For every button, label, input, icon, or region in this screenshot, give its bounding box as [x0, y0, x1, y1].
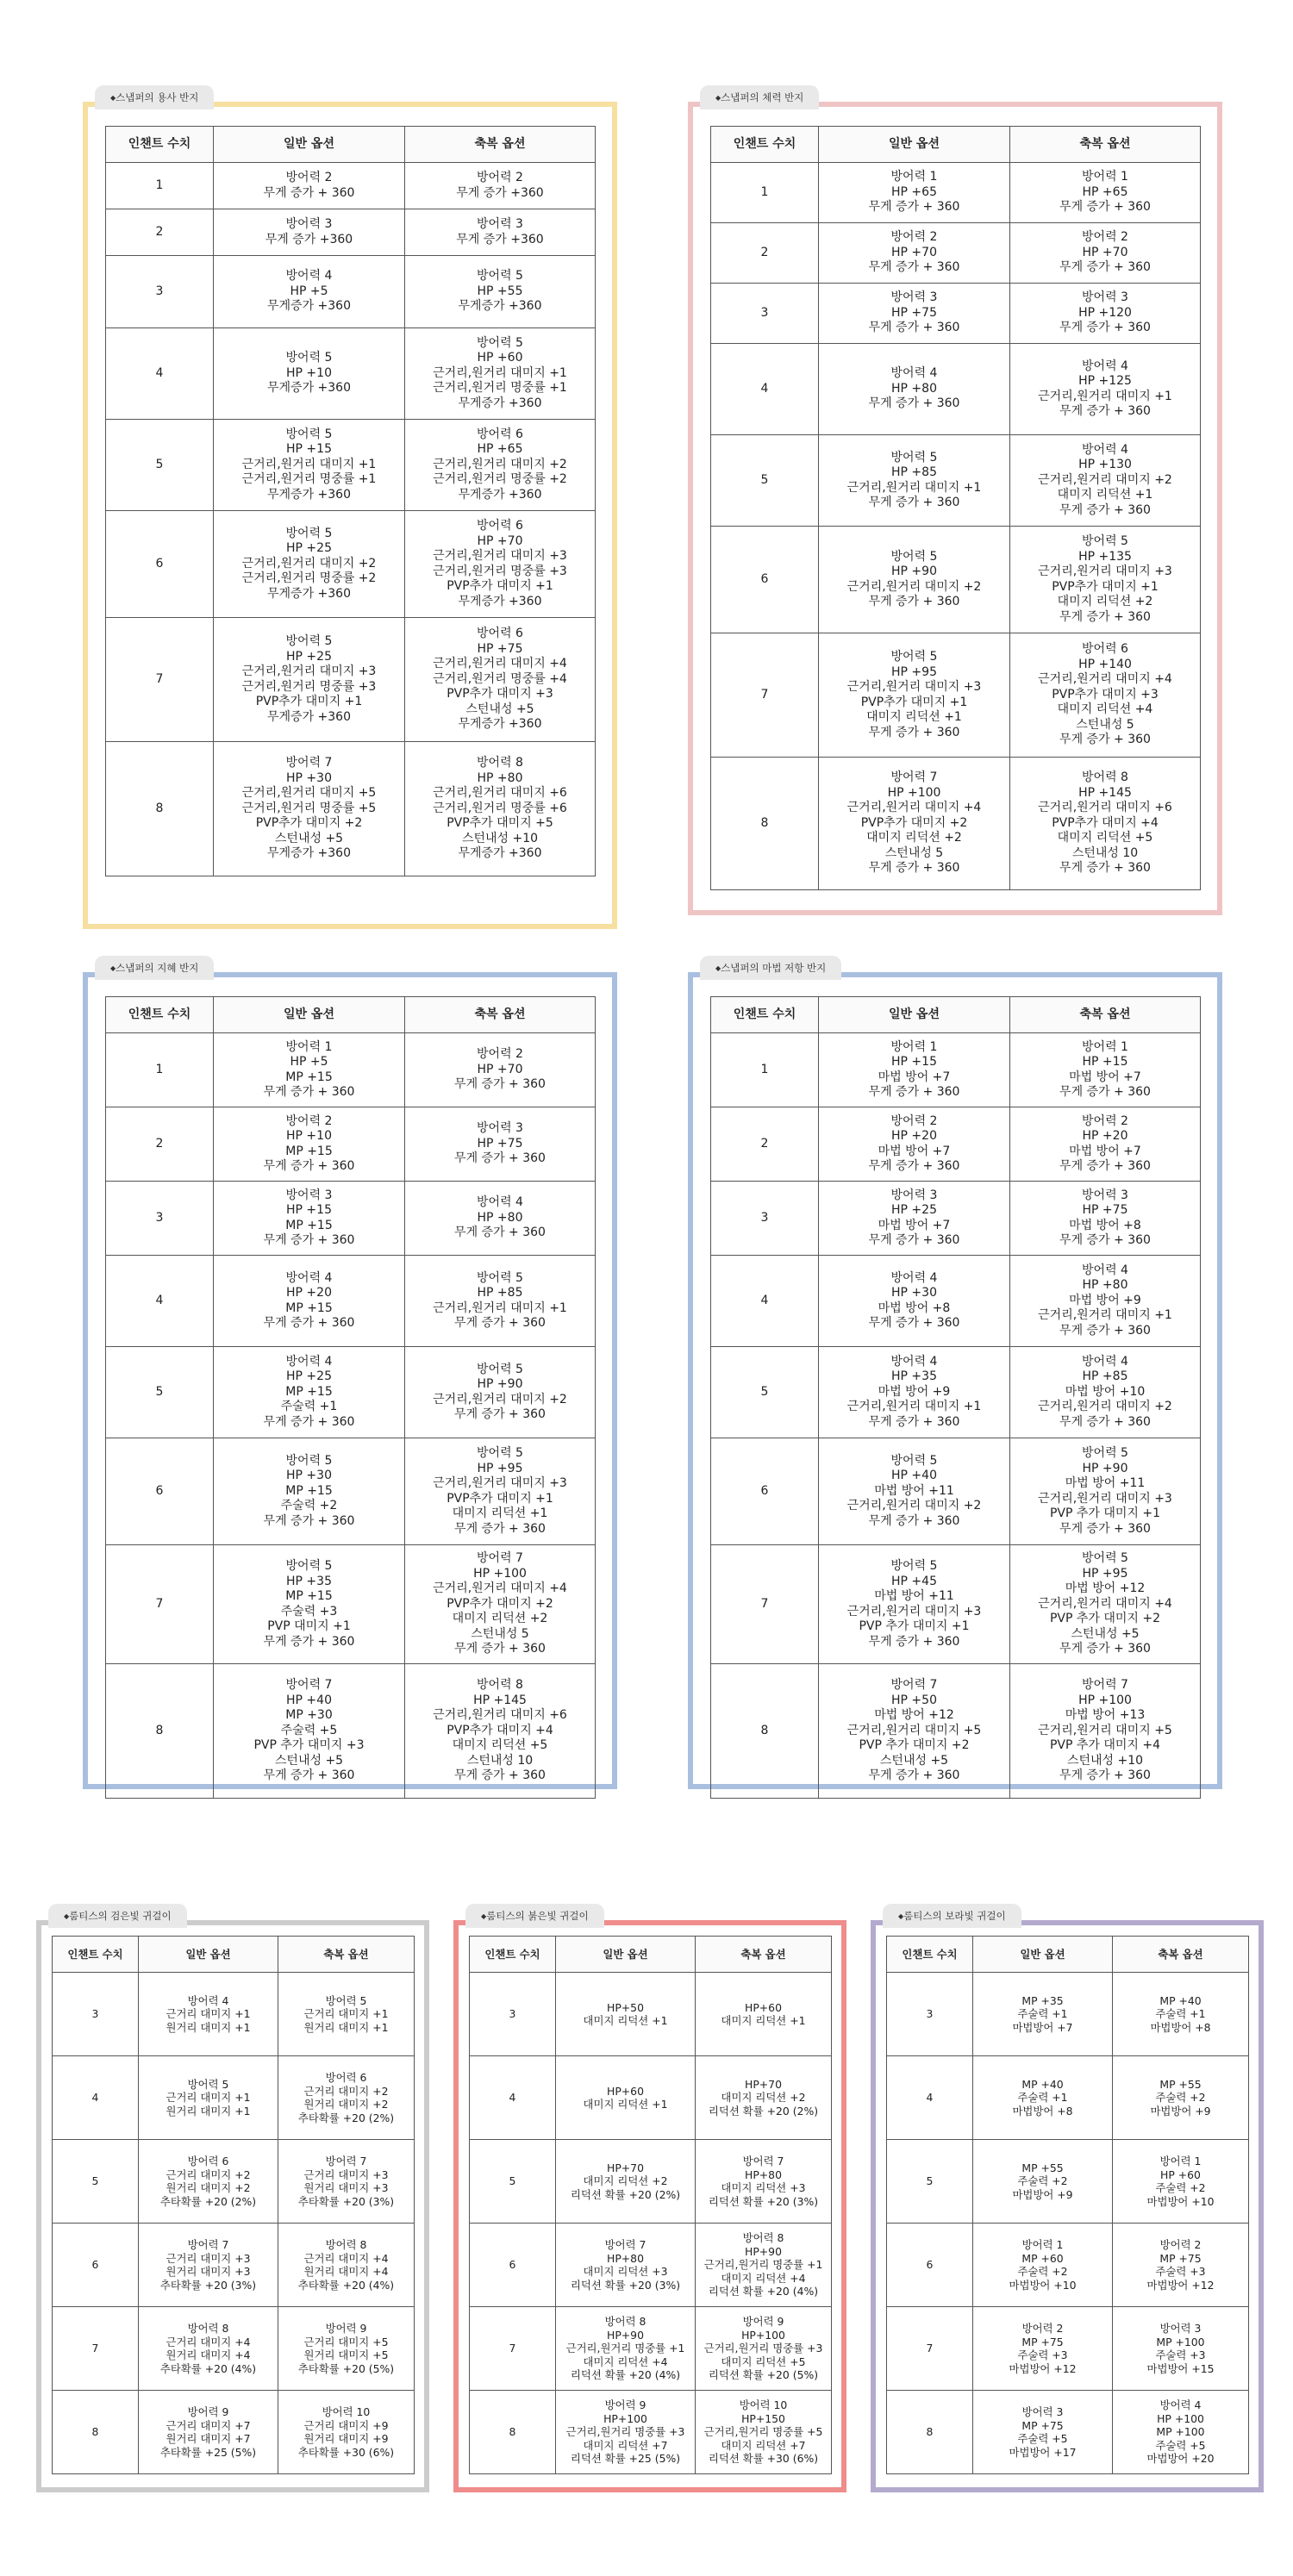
header-level: 인챈트 수치	[106, 127, 214, 163]
normal-option: 방어력 4 HP +5 무게증가 +360	[214, 256, 405, 328]
enchant-level: 7	[106, 618, 214, 742]
normal-option: 방어력 5 HP +30 MP +15 주술력 +2 무게 증가 + 360	[214, 1438, 405, 1545]
normal-option: 방어력 7 HP +40 MP +30 주술력 +5 PVP 추가 대미지 +3 스턴내성 +5 무게 증가 + 360	[214, 1664, 405, 1799]
enchant-table	[52, 1936, 415, 2474]
panel-title: ◆ 룸티스의 붉은빛 귀걸이	[465, 1904, 604, 1928]
normal-option: HP+50 대미지 리덕션 +1	[556, 1973, 696, 2056]
table-row	[106, 1545, 596, 1664]
blessed-option: HP+70 대미지 리덕션 +2 리덕션 확률 +20 (2%)	[696, 2056, 832, 2140]
header-normal: 일반 옵션	[214, 127, 405, 163]
enchant-level: 8	[711, 1664, 819, 1799]
blessed-option: 방어력 8 HP +80 근거리,원거리 대미지 +6 근거리,원거리 명중률 +6 PVP추가 대미지 +5 스턴내성 +10 무게증가 +360	[405, 742, 596, 876]
enchant-table	[710, 126, 1201, 890]
normal-option: 방어력 2 HP +70 무게 증가 + 360	[819, 223, 1010, 284]
table-row	[106, 163, 596, 209]
blessed-option: 방어력 2 무게 증가 +360	[405, 163, 596, 209]
header-level: 인챈트 수치	[106, 997, 214, 1033]
table-row	[470, 2140, 832, 2224]
header-normal: 일반 옵션	[214, 997, 405, 1033]
enchant-level: 7	[106, 1545, 214, 1664]
panel-snapper-hero-ring	[83, 91, 617, 929]
normal-option: 방어력 4 HP +25 MP +15 주술력 +1 무게 증가 + 360	[214, 1347, 405, 1438]
table-row	[711, 435, 1201, 527]
table-row	[53, 2140, 415, 2224]
blessed-option: 방어력 3 HP +75 무게 증가 + 360	[405, 1107, 596, 1182]
header-row	[711, 997, 1201, 1033]
table-row	[470, 2056, 832, 2140]
normal-option: 방어력 4 근거리 대미지 +1 원거리 대미지 +1	[139, 1973, 278, 2056]
enchant-level: 6	[106, 511, 214, 618]
normal-option: 방어력 3 HP +15 MP +15 무게 증가 + 360	[214, 1182, 405, 1256]
table-row	[470, 1973, 832, 2056]
table-row	[53, 2056, 415, 2140]
blessed-option: 방어력 10 근거리 대미지 +9 원거리 대미지 +9 추타확률 +30 (6%)	[278, 2391, 415, 2474]
enchant-level: 3	[53, 1973, 139, 2056]
table-row	[711, 758, 1201, 890]
header-row	[106, 127, 596, 163]
table-row	[711, 1256, 1201, 1347]
header-normal: 일반 옵션	[819, 127, 1010, 163]
table-row	[887, 2056, 1249, 2140]
enchant-level: 8	[711, 758, 819, 890]
table-row	[106, 742, 596, 876]
blessed-option: 방어력 7 HP +100 근거리,원거리 대미지 +4 PVP추가 대미지 +2 대미지 리덕션 +2 스턴내성 5 무게 증가 + 360	[405, 1545, 596, 1664]
enchant-level: 8	[470, 2391, 556, 2474]
enchant-level: 4	[53, 2056, 139, 2140]
table-row	[106, 420, 596, 511]
table-row	[470, 2224, 832, 2307]
table-row	[711, 1182, 1201, 1256]
header-level: 인챈트 수치	[470, 1937, 556, 1973]
blessed-option: 방어력 5 HP +55 무게증가 +360	[405, 256, 596, 328]
blessed-option: 방어력 4 HP +130 근거리,원거리 대미지 +2 대미지 리덕션 +1 무게 증가 + 360	[1010, 435, 1201, 527]
panel-title: ◆ 룸티스의 검은빛 귀걸이	[48, 1904, 187, 1928]
enchant-level: 5	[106, 420, 214, 511]
normal-option: 방어력 2 MP +75 주술력 +3 마법방어 +12	[973, 2307, 1113, 2391]
enchant-table	[469, 1936, 832, 2474]
blessed-option: 방어력 6 HP +140 근거리,원거리 대미지 +4 PVP추가 대미지 +3 대미지 리덕션 +4 스턴내성 5 무게 증가 + 360	[1010, 633, 1201, 758]
table-row	[887, 2307, 1249, 2391]
enchant-level: 1	[106, 1033, 214, 1107]
normal-option: 방어력 4 HP +20 MP +15 무게 증가 + 360	[214, 1256, 405, 1347]
table-row	[711, 284, 1201, 344]
header-blessed: 축복 옵션	[278, 1937, 415, 1973]
blessed-option: 방어력 3 HP +75 마법 방어 +8 무게 증가 + 360	[1010, 1182, 1201, 1256]
table-row	[711, 163, 1201, 223]
normal-option: 방어력 3 MP +75 주술력 +5 마법방어 +17	[973, 2391, 1113, 2474]
normal-option: 방어력 5 HP +25 근거리,원거리 대미지 +2 근거리,원거리 명중률 +2 무게증가 +360	[214, 511, 405, 618]
panel-title: ◆ 스냅퍼의 지혜 반지	[95, 956, 214, 980]
blessed-option: 방어력 4 HP +80 무게 증가 + 360	[405, 1182, 596, 1256]
normal-option: 방어력 5 HP +45 마법 방어 +11 근거리,원거리 대미지 +3 PVP 추가 대미지 +1 무게 증가 + 360	[819, 1545, 1010, 1664]
blessed-option: 방어력 9 HP+100 근거리,원거리 명중률 +3 대미지 리덕션 +5 리덕션 확률 +20 (5%)	[696, 2307, 832, 2391]
table-row	[106, 1438, 596, 1545]
header-row	[711, 127, 1201, 163]
table-row	[711, 1033, 1201, 1107]
panel-title: ◆ 룸티스의 보라빛 귀걸이	[883, 1904, 1021, 1928]
normal-option: 방어력 5 HP +25 근거리,원거리 대미지 +3 근거리,원거리 명중률 +3 PVP추가 대미지 +1 무게증가 +360	[214, 618, 405, 742]
header-row	[106, 997, 596, 1033]
blessed-option: 방어력 9 근거리 대미지 +5 원거리 대미지 +5 추타확률 +20 (5%)	[278, 2307, 415, 2391]
blessed-option: 방어력 6 HP +65 근거리,원거리 대미지 +2 근거리,원거리 명중률 +2 무게증가 +360	[405, 420, 596, 511]
enchant-level: 1	[106, 163, 214, 209]
normal-option: 방어력 9 근거리 대미지 +7 원거리 대미지 +7 추타확률 +25 (5%)	[139, 2391, 278, 2474]
table-row	[887, 2140, 1249, 2224]
blessed-option: MP +40 주술력 +1 마법방어 +8	[1113, 1973, 1249, 2056]
normal-option: 방어력 7 HP +30 근거리,원거리 대미지 +5 근거리,원거리 명중률 +5 PVP추가 대미지 +2 스턴내성 +5 무게증가 +360	[214, 742, 405, 876]
enchant-level: 8	[106, 742, 214, 876]
normal-option: 방어력 1 MP +60 주술력 +2 마법방어 +10	[973, 2224, 1113, 2307]
table-row	[106, 1107, 596, 1182]
enchant-level: 6	[106, 1438, 214, 1545]
normal-option: 방어력 5 HP +15 근거리,원거리 대미지 +1 근거리,원거리 명중률 +1 무게증가 +360	[214, 420, 405, 511]
blessed-option: 방어력 8 HP +145 근거리,원거리 대미지 +6 PVP추가 대미지 +4 대미지 리덕션 +5 스턴내성 10 무게 증가 + 360	[1010, 758, 1201, 890]
header-blessed: 축복 옵션	[405, 997, 596, 1033]
enchant-level: 8	[106, 1664, 214, 1799]
blessed-option: 방어력 3 무게 증가 +360	[405, 209, 596, 256]
header-normal: 일반 옵션	[139, 1937, 278, 1973]
blessed-option: 방어력 5 HP +90 근거리,원거리 대미지 +2 무게 증가 + 360	[405, 1347, 596, 1438]
table-row	[53, 1973, 415, 2056]
header-row	[887, 1937, 1249, 1973]
header-blessed: 축복 옵션	[696, 1937, 832, 1973]
table-row	[106, 328, 596, 420]
normal-option: 방어력 4 HP +80 무게 증가 + 360	[819, 344, 1010, 435]
normal-option: 방어력 3 HP +25 마법 방어 +7 무게 증가 + 360	[819, 1182, 1010, 1256]
blessed-option: 방어력 7 HP+80 대미지 리덕션 +3 리덕션 확률 +20 (3%)	[696, 2140, 832, 2224]
table-row	[106, 1033, 596, 1107]
enchant-level: 4	[887, 2056, 973, 2140]
normal-option: 방어력 7 HP+80 대미지 리덕션 +3 리덕션 확률 +20 (3%)	[556, 2224, 696, 2307]
enchant-table	[105, 996, 596, 1799]
normal-option: 방어력 5 HP +95 근거리,원거리 대미지 +3 PVP추가 대미지 +1 대미지 리덕션 +1 무게 증가 + 360	[819, 633, 1010, 758]
enchant-level: 4	[470, 2056, 556, 2140]
table-row	[711, 1664, 1201, 1799]
enchant-level: 2	[106, 1107, 214, 1182]
enchant-level: 4	[106, 328, 214, 420]
blessed-option: 방어력 3 HP +120 무게 증가 + 360	[1010, 284, 1201, 344]
header-row	[53, 1937, 415, 1973]
normal-option: 방어력 5 HP +40 마법 방어 +11 근거리,원거리 대미지 +2 무게 증가 + 360	[819, 1438, 1010, 1545]
table-row	[53, 2307, 415, 2391]
enchant-table	[105, 126, 596, 876]
blessed-option: 방어력 1 HP +65 무게 증가 + 360	[1010, 163, 1201, 223]
enchant-level: 3	[106, 1182, 214, 1256]
header-blessed: 축복 옵션	[1010, 997, 1201, 1033]
enchant-level: 7	[887, 2307, 973, 2391]
table-row	[711, 527, 1201, 633]
enchant-level: 6	[711, 1438, 819, 1545]
blessed-option: 방어력 7 근거리 대미지 +3 원거리 대미지 +3 추타확률 +20 (3%)	[278, 2140, 415, 2224]
blessed-option: 방어력 5 HP +95 마법 방어 +12 근거리,원거리 대미지 +4 PVP 추가 대미지 +2 스턴내성 +5 무게 증가 + 360	[1010, 1545, 1201, 1664]
enchant-level: 4	[711, 344, 819, 435]
header-normal: 일반 옵션	[556, 1937, 696, 1973]
blessed-option: 방어력 6 근거리 대미지 +2 원거리 대미지 +2 추타확률 +20 (2%)	[278, 2056, 415, 2140]
blessed-option: 방어력 5 HP +85 근거리,원거리 대미지 +1 무게 증가 + 360	[405, 1256, 596, 1347]
normal-option: 방어력 2 HP +10 MP +15 무게 증가 + 360	[214, 1107, 405, 1182]
blessed-option: 방어력 7 HP +100 마법 방어 +13 근거리,원거리 대미지 +5 PVP 추가 대미지 +4 스턴내성 +10 무게 증가 + 360	[1010, 1664, 1201, 1799]
blessed-option: 방어력 5 HP +95 근거리,원거리 대미지 +3 PVP추가 대미지 +1 대미지 리덕션 +1 무게 증가 + 360	[405, 1438, 596, 1545]
normal-option: 방어력 3 HP +75 무게 증가 + 360	[819, 284, 1010, 344]
blessed-option: 방어력 2 HP +70 무게 증가 + 360	[405, 1033, 596, 1107]
blessed-option: 방어력 4 HP +85 마법 방어 +10 근거리,원거리 대미지 +2 무게 증가 + 360	[1010, 1347, 1201, 1438]
panel-lumtis-red-earring	[453, 1910, 846, 2492]
enchant-level: 4	[711, 1256, 819, 1347]
enchant-level: 4	[106, 1256, 214, 1347]
table-row	[711, 1107, 1201, 1182]
enchant-level: 8	[887, 2391, 973, 2474]
normal-option: 방어력 8 근거리 대미지 +4 원거리 대미지 +4 추타확률 +20 (4%)	[139, 2307, 278, 2391]
blessed-option: 방어력 5 HP +60 근거리,원거리 대미지 +1 근거리,원거리 명중률 +1 무게증가 +360	[405, 328, 596, 420]
enchant-level: 2	[711, 1107, 819, 1182]
normal-option: HP+60 대미지 리덕션 +1	[556, 2056, 696, 2140]
blessed-option: 방어력 4 HP +125 근거리,원거리 대미지 +1 무게 증가 + 360	[1010, 344, 1201, 435]
enchant-level: 7	[53, 2307, 139, 2391]
normal-option: 방어력 4 HP +35 마법 방어 +9 근거리,원거리 대미지 +1 무게 증가 + 360	[819, 1347, 1010, 1438]
panel-title: ◆ 스냅퍼의 용사 반지	[95, 85, 214, 109]
blessed-option: 방어력 8 HP+90 근거리,원거리 명중률 +1 대미지 리덕션 +4 리덕션 확률 +20 (4%)	[696, 2224, 832, 2307]
enchant-level: 6	[711, 527, 819, 633]
table-row	[106, 618, 596, 742]
blessed-option: 방어력 5 HP +90 마법 방어 +11 근거리,원거리 대미지 +3 PVP 추가 대미지 +1 무게 증가 + 360	[1010, 1438, 1201, 1545]
normal-option: 방어력 5 HP +90 근거리,원거리 대미지 +2 무게 증가 + 360	[819, 527, 1010, 633]
enchant-level: 1	[711, 1033, 819, 1107]
normal-option: 방어력 5 근거리 대미지 +1 원거리 대미지 +1	[139, 2056, 278, 2140]
panel-title: ◆ 스냅퍼의 체력 반지	[700, 85, 819, 109]
enchant-level: 6	[470, 2224, 556, 2307]
table-row	[887, 1973, 1249, 2056]
blessed-option: 방어력 4 HP +100 MP +100 주술력 +5 마법방어 +20	[1113, 2391, 1249, 2474]
normal-option: 방어력 3 무게 증가 +360	[214, 209, 405, 256]
blessed-option: 방어력 4 HP +80 마법 방어 +9 근거리,원거리 대미지 +1 무게 증가 + 360	[1010, 1256, 1201, 1347]
header-row	[470, 1937, 832, 1973]
blessed-option: 방어력 2 HP +70 무게 증가 + 360	[1010, 223, 1201, 284]
table-row	[711, 633, 1201, 758]
enchant-level: 2	[106, 209, 214, 256]
enchant-level: 5	[887, 2140, 973, 2224]
normal-option: HP+70 대미지 리덕션 +2 리덕션 확률 +20 (2%)	[556, 2140, 696, 2224]
panel-snapper-magic-resist-ring	[688, 962, 1222, 1789]
enchant-level: 5	[470, 2140, 556, 2224]
normal-option: 방어력 1 HP +15 마법 방어 +7 무게 증가 + 360	[819, 1033, 1010, 1107]
normal-option: 방어력 5 HP +35 MP +15 주술력 +3 PVP 대미지 +1 무게 증가 + 360	[214, 1545, 405, 1664]
table-row	[106, 511, 596, 618]
blessed-option: 방어력 3 MP +100 주술력 +3 마법방어 +15	[1113, 2307, 1249, 2391]
enchant-table	[886, 1936, 1249, 2474]
panel-lumtis-purple-earring	[871, 1910, 1264, 2492]
enchant-level: 7	[711, 633, 819, 758]
enchant-level: 3	[711, 284, 819, 344]
blessed-option: 방어력 6 HP +75 근거리,원거리 대미지 +4 근거리,원거리 명중률 +4 PVP추가 대미지 +3 스턴내성 +5 무게증가 +360	[405, 618, 596, 742]
enchant-level: 3	[106, 256, 214, 328]
normal-option: 방어력 7 HP +100 근거리,원거리 대미지 +4 PVP추가 대미지 +2 대미지 리덕션 +2 스턴내성 5 무게 증가 + 360	[819, 758, 1010, 890]
enchant-table	[710, 996, 1201, 1799]
header-blessed: 축복 옵션	[405, 127, 596, 163]
blessed-option: 방어력 1 HP +60 주술력 +2 마법방어 +10	[1113, 2140, 1249, 2224]
blessed-option: 방어력 8 근거리 대미지 +4 원거리 대미지 +4 추타확률 +20 (4%)	[278, 2224, 415, 2307]
normal-option: 방어력 2 무게 증가 + 360	[214, 163, 405, 209]
header-level: 인챈트 수치	[711, 997, 819, 1033]
table-row	[711, 223, 1201, 284]
blessed-option: 방어력 6 HP +70 근거리,원거리 대미지 +3 근거리,원거리 명중률 +3 PVP추가 대미지 +1 무게증가 +360	[405, 511, 596, 618]
table-row	[711, 1545, 1201, 1664]
normal-option: 방어력 5 HP +10 무게증가 +360	[214, 328, 405, 420]
blessed-option: 방어력 8 HP +145 근거리,원거리 대미지 +6 PVP추가 대미지 +4 대미지 리덕션 +5 스턴내성 10 무게 증가 + 360	[405, 1664, 596, 1799]
header-level: 인챈트 수치	[887, 1937, 973, 1973]
table-row	[470, 2307, 832, 2391]
table-row	[711, 344, 1201, 435]
table-row	[53, 2224, 415, 2307]
header-normal: 일반 옵션	[819, 997, 1010, 1033]
blessed-option: MP +55 주술력 +2 마법방어 +9	[1113, 2056, 1249, 2140]
enchant-level: 5	[106, 1347, 214, 1438]
blessed-option: 방어력 2 MP +75 주술력 +3 마법방어 +12	[1113, 2224, 1249, 2307]
table-row	[106, 209, 596, 256]
panel-lumtis-black-earring	[36, 1910, 429, 2492]
normal-option: 방어력 1 HP +65 무게 증가 + 360	[819, 163, 1010, 223]
enchant-level: 5	[711, 435, 819, 527]
normal-option: 방어력 8 HP+90 근거리,원거리 명중률 +1 대미지 리덕션 +4 리덕션 확률 +20 (4%)	[556, 2307, 696, 2391]
table-row	[711, 1347, 1201, 1438]
normal-option: 방어력 5 HP +85 근거리,원거리 대미지 +1 무게 증가 + 360	[819, 435, 1010, 527]
header-level: 인챈트 수치	[711, 127, 819, 163]
panel-snapper-vitality-ring	[688, 91, 1222, 915]
enchant-level: 5	[711, 1347, 819, 1438]
normal-option: 방어력 2 HP +20 마법 방어 +7 무게 증가 + 360	[819, 1107, 1010, 1182]
enchant-level: 3	[470, 1973, 556, 2056]
enchant-level: 3	[711, 1182, 819, 1256]
enchant-level: 1	[711, 163, 819, 223]
header-blessed: 축복 옵션	[1010, 127, 1201, 163]
normal-option: 방어력 7 근거리 대미지 +3 원거리 대미지 +3 추타확률 +20 (3%)	[139, 2224, 278, 2307]
table-row	[887, 2224, 1249, 2307]
normal-option: MP +35 주술력 +1 마법방어 +7	[973, 1973, 1113, 2056]
table-row	[887, 2391, 1249, 2474]
normal-option: MP +55 주술력 +2 마법방어 +9	[973, 2140, 1113, 2224]
enchant-level: 3	[887, 1973, 973, 2056]
header-normal: 일반 옵션	[973, 1937, 1113, 1973]
table-row	[106, 256, 596, 328]
normal-option: 방어력 6 근거리 대미지 +2 원거리 대미지 +2 추타확률 +20 (2%)	[139, 2140, 278, 2224]
table-row	[470, 2391, 832, 2474]
normal-option: 방어력 9 HP+100 근거리,원거리 명중률 +3 대미지 리덕션 +7 리덕션 확률 +25 (5%)	[556, 2391, 696, 2474]
header-level: 인챈트 수치	[53, 1937, 139, 1973]
normal-option: 방어력 7 HP +50 마법 방어 +12 근거리,원거리 대미지 +5 PVP 추가 대미지 +2 스턴내성 +5 무게 증가 + 360	[819, 1664, 1010, 1799]
header-blessed: 축복 옵션	[1113, 1937, 1249, 1973]
blessed-option: 방어력 1 HP +15 마법 방어 +7 무게 증가 + 360	[1010, 1033, 1201, 1107]
table-row	[106, 1182, 596, 1256]
enchant-level: 7	[470, 2307, 556, 2391]
table-row	[106, 1347, 596, 1438]
enchant-level: 6	[53, 2224, 139, 2307]
enchant-level: 2	[711, 223, 819, 284]
table-row	[53, 2391, 415, 2474]
normal-option: MP +40 주술력 +1 마법방어 +8	[973, 2056, 1113, 2140]
enchant-level: 7	[711, 1545, 819, 1664]
table-row	[106, 1664, 596, 1799]
table-row	[711, 1438, 1201, 1545]
panel-title: ◆ 스냅퍼의 마법 저항 반지	[700, 956, 841, 980]
blessed-option: 방어력 10 HP+150 근거리,원거리 명중률 +5 대미지 리덕션 +7 리덕션 확률 +30 (6%)	[696, 2391, 832, 2474]
panel-snapper-wisdom-ring	[83, 962, 617, 1789]
blessed-option: 방어력 2 HP +20 마법 방어 +7 무게 증가 + 360	[1010, 1107, 1201, 1182]
normal-option: 방어력 1 HP +5 MP +15 무게 증가 + 360	[214, 1033, 405, 1107]
blessed-option: HP+60 대미지 리덕션 +1	[696, 1973, 832, 2056]
table-row	[106, 1256, 596, 1347]
blessed-option: 방어력 5 근거리 대미지 +1 원거리 대미지 +1	[278, 1973, 415, 2056]
enchant-level: 5	[53, 2140, 139, 2224]
normal-option: 방어력 4 HP +30 마법 방어 +8 무게 증가 + 360	[819, 1256, 1010, 1347]
enchant-level: 8	[53, 2391, 139, 2474]
blessed-option: 방어력 5 HP +135 근거리,원거리 대미지 +3 PVP추가 대미지 +1 대미지 리덕션 +2 무게 증가 + 360	[1010, 527, 1201, 633]
enchant-level: 6	[887, 2224, 973, 2307]
